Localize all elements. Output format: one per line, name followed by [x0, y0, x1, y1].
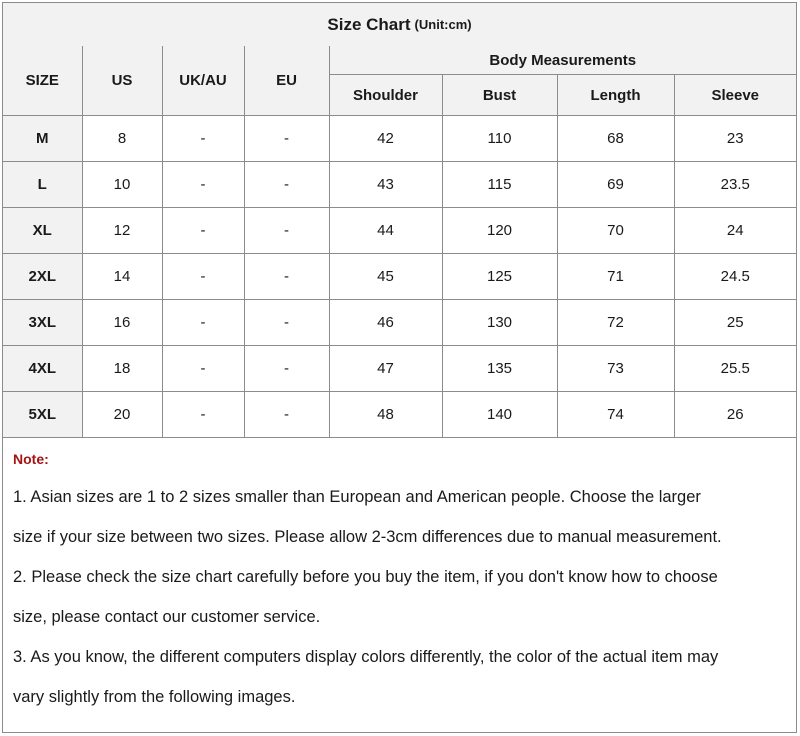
cell-us: 16	[82, 300, 162, 346]
cell-size: 2XL	[3, 254, 82, 300]
table-row	[3, 346, 796, 392]
header-sleeve: Sleeve	[674, 75, 796, 116]
cell-eu: -	[244, 392, 329, 438]
note-line: 3. As you know, the different computers display colors differently, the color of the actual item may	[13, 648, 719, 666]
cell-sleeve: 24	[674, 208, 796, 254]
cell-ukau: -	[162, 116, 244, 162]
cell-bust: 125	[442, 254, 557, 300]
cell-length: 70	[557, 208, 674, 254]
header-length: Length	[557, 75, 674, 116]
cell-sleeve: 26	[674, 392, 796, 438]
notes-section	[13, 451, 788, 717]
cell-shoulder: 43	[329, 162, 442, 208]
header-body-measurements: Body Measurements	[329, 46, 796, 75]
cell-ukau: -	[162, 346, 244, 392]
header-bust: Bust	[442, 75, 557, 116]
note-line: vary slightly from the following images.	[13, 688, 296, 706]
title-bar	[3, 3, 796, 47]
cell-size: 4XL	[3, 346, 82, 392]
table-row	[3, 162, 796, 208]
cell-shoulder: 48	[329, 392, 442, 438]
cell-sleeve: 23	[674, 116, 796, 162]
table-row	[3, 116, 796, 162]
cell-eu: -	[244, 162, 329, 208]
cell-sleeve: 23.5	[674, 162, 796, 208]
cell-eu: -	[244, 346, 329, 392]
cell-us: 8	[82, 116, 162, 162]
cell-bust: 130	[442, 300, 557, 346]
cell-eu: -	[244, 300, 329, 346]
cell-bust: 120	[442, 208, 557, 254]
note-line: 2. Please check the size chart carefully before you buy the item, if you don't know how to choose	[13, 568, 718, 586]
cell-ukau: -	[162, 392, 244, 438]
cell-bust: 135	[442, 346, 557, 392]
table-row	[3, 254, 796, 300]
cell-size: L	[3, 162, 82, 208]
note-line: 1. Asian sizes are 1 to 2 sizes smaller than European and American people. Choose the larger	[13, 488, 701, 506]
cell-ukau: -	[162, 254, 244, 300]
cell-sleeve: 25.5	[674, 346, 796, 392]
cell-bust: 115	[442, 162, 557, 208]
note-title: Note:	[13, 451, 49, 467]
title-unit: (Unit:cm)	[414, 17, 472, 32]
header-eu: EU	[244, 46, 329, 116]
note-line: size, please contact our customer service.	[13, 608, 321, 626]
table-row	[3, 208, 796, 254]
size-chart-frame	[2, 2, 797, 733]
cell-eu: -	[244, 116, 329, 162]
cell-shoulder: 47	[329, 346, 442, 392]
cell-length: 71	[557, 254, 674, 300]
cell-shoulder: 42	[329, 116, 442, 162]
note-line: size if your size between two sizes. Please allow 2-3cm differences due to manual measurement.	[13, 528, 722, 546]
cell-size: XL	[3, 208, 82, 254]
cell-size: 5XL	[3, 392, 82, 438]
header-size: SIZE	[3, 46, 82, 116]
cell-shoulder: 46	[329, 300, 442, 346]
cell-bust: 110	[442, 116, 557, 162]
page-title: Size Chart	[327, 14, 411, 34]
cell-us: 12	[82, 208, 162, 254]
table-row	[3, 300, 796, 346]
cell-length: 72	[557, 300, 674, 346]
header-us: US	[82, 46, 162, 116]
cell-us: 10	[82, 162, 162, 208]
cell-length: 74	[557, 392, 674, 438]
cell-sleeve: 25	[674, 300, 796, 346]
cell-eu: -	[244, 208, 329, 254]
cell-ukau: -	[162, 162, 244, 208]
header-ukau: UK/AU	[162, 46, 244, 116]
cell-ukau: -	[162, 300, 244, 346]
size-table	[3, 46, 796, 438]
cell-sleeve: 24.5	[674, 254, 796, 300]
cell-shoulder: 45	[329, 254, 442, 300]
cell-ukau: -	[162, 208, 244, 254]
cell-bust: 140	[442, 392, 557, 438]
header-shoulder: Shoulder	[329, 75, 442, 116]
cell-length: 73	[557, 346, 674, 392]
cell-length: 68	[557, 116, 674, 162]
cell-eu: -	[244, 254, 329, 300]
cell-us: 18	[82, 346, 162, 392]
cell-length: 69	[557, 162, 674, 208]
cell-size: M	[3, 116, 82, 162]
cell-us: 14	[82, 254, 162, 300]
cell-size: 3XL	[3, 300, 82, 346]
cell-us: 20	[82, 392, 162, 438]
cell-shoulder: 44	[329, 208, 442, 254]
table-row	[3, 392, 796, 438]
